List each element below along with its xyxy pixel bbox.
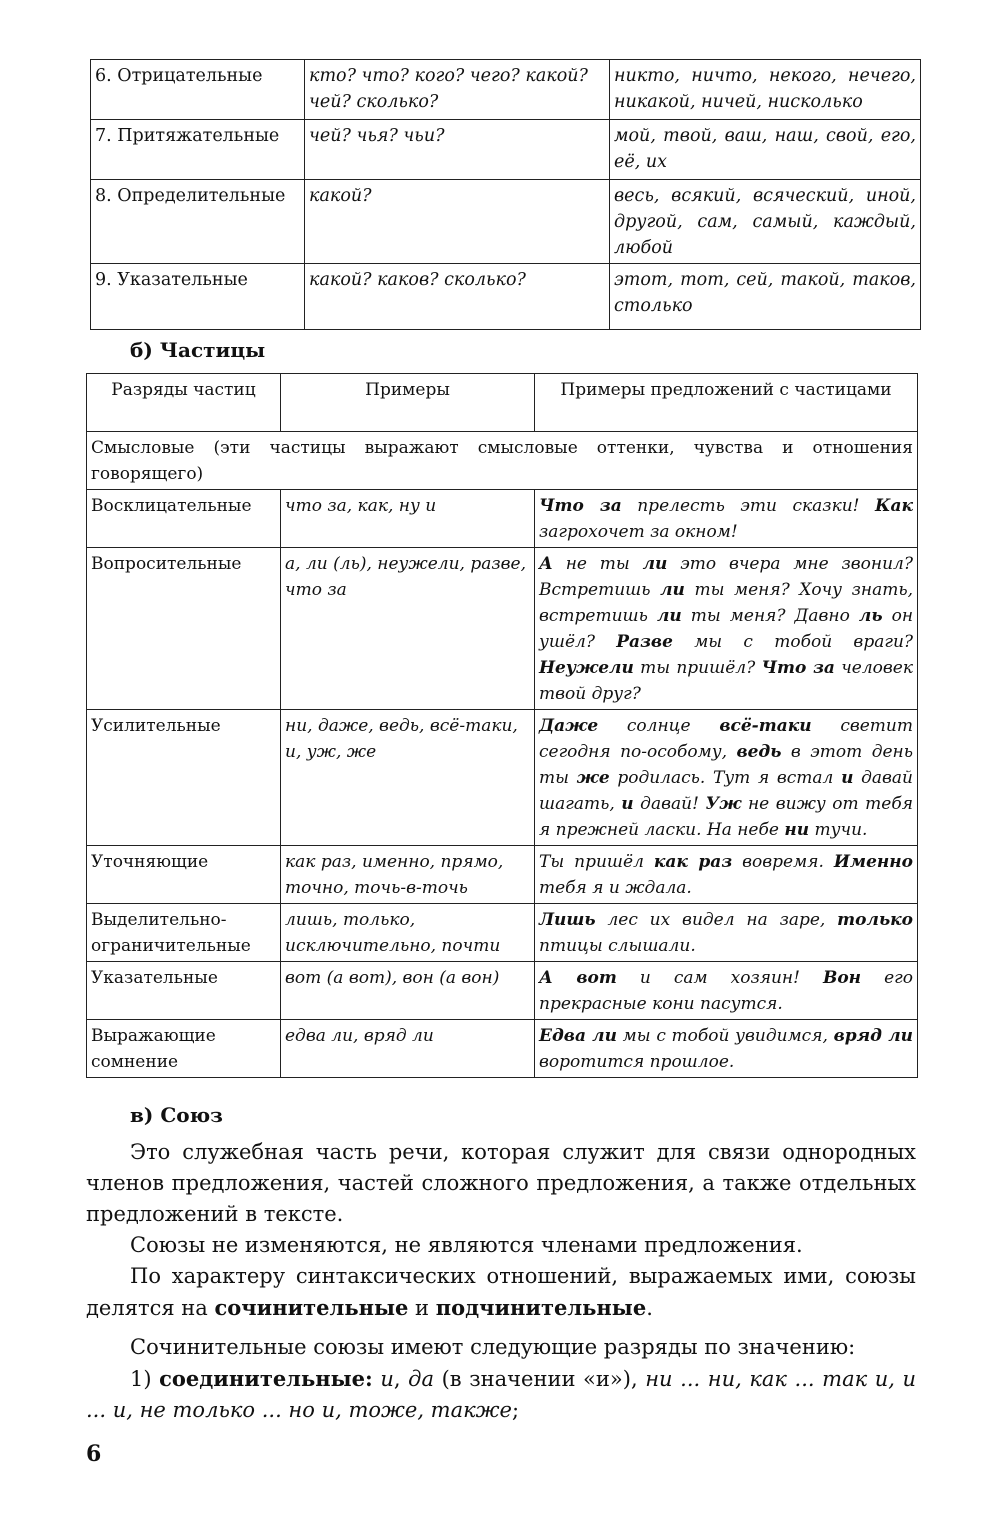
- particle-highlight: Уж: [705, 794, 742, 814]
- particle-category: Выделительно-ограничительные: [87, 904, 281, 962]
- table-row: [91, 180, 921, 264]
- text-run: человек твой друг?: [539, 658, 913, 704]
- particle-highlight: ли: [656, 606, 682, 626]
- pronoun-questions: какой? каков? сколько?: [305, 264, 610, 330]
- particle-highlight: и: [841, 768, 854, 788]
- text-run: птицы слышали.: [539, 936, 696, 956]
- particle-category: Вопросительные: [87, 548, 281, 710]
- pronoun-category: 6. Отрицательные: [91, 60, 305, 120]
- text-run: ты меня? Давно: [681, 606, 859, 626]
- table-row: [87, 846, 918, 904]
- text-run: .: [646, 1296, 653, 1320]
- column-header: Примеры предложений с частицами: [535, 374, 918, 432]
- union-example: и: [380, 1367, 394, 1391]
- text-run: светит сегодня по-особому,: [539, 716, 913, 762]
- pronoun-examples: никто, ничто, некого, нечего, никакой, ничей, нисколько: [610, 60, 921, 120]
- text-run: ты пришёл?: [633, 658, 762, 678]
- particle-highlight: ведь: [736, 742, 782, 762]
- text-run: тучи.: [809, 820, 868, 840]
- particle-highlight: Что за: [761, 658, 835, 678]
- text-run: загрохочет за окном!: [539, 522, 738, 542]
- text-run: солнце: [598, 716, 720, 736]
- particle-examples: лишь, только, исключительно, почти: [281, 904, 535, 962]
- text-run: это вчера мне звонил? Встретишь: [539, 554, 913, 600]
- pronoun-category: 8. Определительные: [91, 180, 305, 264]
- particle-highlight: как раз: [653, 852, 733, 872]
- text-run: давай!: [633, 794, 706, 814]
- particle-examples: что за, как, ну и: [281, 490, 535, 548]
- pronoun-category: 7. Притяжательные: [91, 120, 305, 180]
- particle-sentence: [535, 962, 918, 1020]
- text-run: лес их видел на заре,: [595, 910, 838, 930]
- union-example: да: [408, 1367, 435, 1391]
- union-classification: [86, 1261, 916, 1324]
- particle-sentence: [535, 710, 918, 846]
- pronoun-questions: чей? чья? чьи?: [305, 120, 610, 180]
- table-row: [87, 962, 918, 1020]
- particle-highlight: Лишь: [539, 910, 596, 930]
- particle-category: Уточняющие: [87, 846, 281, 904]
- pronoun-category: 9. Указательные: [91, 264, 305, 330]
- table-row: [91, 264, 921, 330]
- term: соединительные:: [159, 1366, 373, 1391]
- text-run: не вижу от тебя я прежней ласки. На небе: [539, 794, 913, 840]
- particle-highlight: А вот: [539, 968, 617, 988]
- particle-highlight: и: [621, 794, 634, 814]
- text-run: ;: [511, 1398, 520, 1422]
- text-run: Ты пришёл: [539, 852, 654, 872]
- particle-category: Усилительные: [87, 710, 281, 846]
- particle-highlight: Именно: [833, 852, 914, 872]
- particle-highlight: только: [837, 910, 913, 930]
- text-run: в этот день ты: [539, 742, 913, 788]
- particle-highlight: же: [576, 768, 610, 788]
- union-definition: Это служебная часть речи, которая служит для связи однородных членов предложения, частей сложного предложения, а также отдельных предложений в тексте.: [86, 1140, 916, 1226]
- column-header: Примеры: [281, 374, 535, 432]
- union-properties: Союзы не изменяются, не являются членами предложения.: [130, 1233, 803, 1257]
- particle-examples: ни, даже, ведь, всё-таки, и, уж, же: [281, 710, 535, 846]
- table-row: [91, 120, 921, 180]
- text-run: мы с тобой враги?: [672, 632, 914, 652]
- table-row: [87, 548, 918, 710]
- column-header: Разряды частиц: [87, 374, 281, 432]
- text-run: давай шагать,: [539, 768, 913, 814]
- pronoun-examples: весь, всякий, всяческий, иной, другой, сам, самый, каждый, любой: [610, 180, 921, 264]
- particle-category: Указательные: [87, 962, 281, 1020]
- text-run: ты меня? Хочу знать, встретишь: [539, 580, 913, 626]
- particle-highlight: вряд ли: [833, 1026, 913, 1046]
- particles-heading: б) Частицы: [130, 338, 266, 362]
- particle-highlight: Едва ли: [539, 1026, 617, 1046]
- particle-highlight: Неужели: [539, 658, 634, 678]
- pronoun-examples: этот, тот, сей, такой, таков, столько: [610, 264, 921, 330]
- text-run: мы с тобой увидимся,: [616, 1026, 834, 1046]
- text-run: родилась. Тут я встал: [609, 768, 842, 788]
- particle-rows: [87, 490, 918, 1078]
- particle-highlight: Вон: [822, 968, 862, 988]
- particle-sentence: [535, 846, 918, 904]
- text-run: он ушёл?: [539, 606, 914, 652]
- particle-highlight: всё-таки: [719, 716, 812, 736]
- text-run: 1): [130, 1367, 160, 1391]
- text-run: воротится прошлое.: [539, 1052, 735, 1072]
- particle-examples: как раз, именно, прямо, точно, точь-в-точь: [281, 846, 535, 904]
- particle-sentence: [535, 1020, 918, 1078]
- group-label: Смысловые (эти частицы выражают смысловые оттенки, чувства и отношения говорящего): [87, 432, 918, 490]
- particle-sentence: [535, 904, 918, 962]
- text-run: и: [408, 1296, 436, 1320]
- particle-highlight: ль: [858, 606, 883, 626]
- union-example: ни ... ни, как ... так и, и ... и, не только ... но и, тоже, также: [86, 1367, 917, 1422]
- particle-category: Восклицательные: [87, 490, 281, 548]
- pronouns-table: [90, 59, 921, 330]
- table-row: [87, 1020, 918, 1078]
- table-header-row: [87, 374, 918, 432]
- particle-examples: вот (а вот), вон (а вон): [281, 962, 535, 1020]
- text-run: вовремя.: [732, 852, 834, 872]
- term: подчинительные: [435, 1295, 647, 1320]
- text-run: (в значении «и»): [441, 1367, 631, 1391]
- table-row: [87, 490, 918, 548]
- particle-highlight: Как: [875, 496, 913, 516]
- particle-highlight: А: [539, 554, 553, 574]
- group-row: [87, 432, 918, 490]
- text-run: не ты: [552, 554, 643, 574]
- text-run: тебя я и ждала.: [539, 878, 692, 898]
- particle-highlight: ли: [642, 554, 668, 574]
- particle-highlight: Разве: [616, 632, 673, 652]
- particle-category: Выражающие сомнение: [87, 1020, 281, 1078]
- table-row: [91, 60, 921, 120]
- coordinating-intro: Сочинительные союзы имеют следующие разряды по значению:: [130, 1335, 856, 1359]
- pronoun-questions: какой?: [305, 180, 610, 264]
- text-run: и сам хозяин!: [616, 968, 823, 988]
- particle-highlight: Что за: [539, 496, 622, 516]
- particle-examples: а, ли (ль), неужели, разве, что за: [281, 548, 535, 710]
- particle-highlight: ли: [660, 580, 685, 600]
- text-run: По характеру синтаксических отношений, выражаемых ими, союзы делятся на: [86, 1264, 916, 1320]
- table-row: [87, 710, 918, 846]
- pronoun-questions: кто? что? кого? чего? какой? чей? сколько?: [305, 60, 610, 120]
- particle-highlight: ни: [784, 820, 810, 840]
- particle-sentence: [535, 548, 918, 710]
- text-run: прелесть эти сказки!: [621, 496, 876, 516]
- page-number: 6: [86, 1441, 102, 1467]
- union-heading: в) Союз: [130, 1103, 223, 1127]
- pronoun-examples: мой, твой, ваш, наш, свой, его, её, их: [610, 120, 921, 180]
- particles-table: [86, 373, 918, 1078]
- term: сочинительные: [214, 1295, 409, 1320]
- text-run: его прекрасные кони пасутся.: [539, 968, 913, 1014]
- particle-examples: едва ли, вряд ли: [281, 1020, 535, 1078]
- particle-highlight: Даже: [539, 716, 599, 736]
- table-row: [87, 904, 918, 962]
- coordinating-list-item: 1) соединительные: и, да (в значении «и»), ни ... ни, как ... так и, и ... и, не только ... но и, тоже, также;: [86, 1366, 917, 1422]
- particle-sentence: [535, 490, 918, 548]
